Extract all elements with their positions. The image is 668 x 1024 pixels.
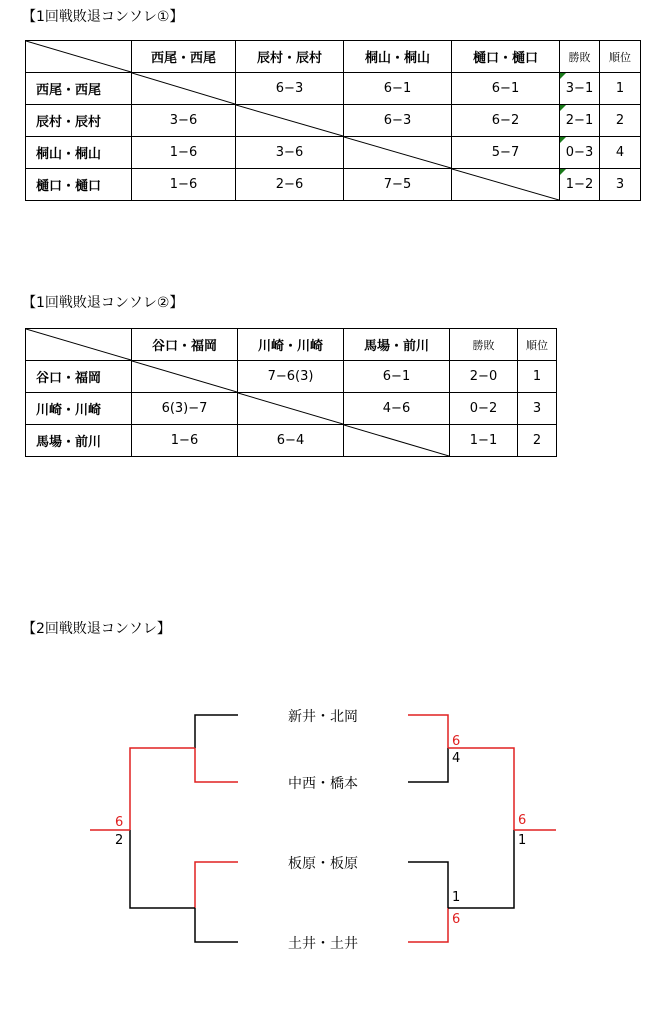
score-cell: 6−4 [238,425,344,457]
column-header-record: 勝敗 [560,41,600,73]
rank-cell: 2 [600,105,641,137]
rank-cell: 2 [518,425,557,457]
comment-marker-icon [560,105,566,111]
row-name: 谷口・福岡 [26,361,132,393]
table-header-row [26,41,641,73]
rank-cell: 3 [518,393,557,425]
record-cell: 2−0 [450,361,518,393]
bracket-score: 6 [115,815,124,830]
row-name: 樋口・樋口 [26,169,132,201]
score-cell: 6−2 [452,105,560,137]
bracket-score: 4 [452,751,461,766]
score-cell: 6−1 [344,361,450,393]
diagonal-line [132,361,237,392]
score-cell: 6−3 [236,73,344,105]
record-cell: 1−1 [450,425,518,457]
self-match-cell [344,137,452,169]
column-header: 桐山・桐山 [344,41,452,73]
column-header: 辰村・辰村 [236,41,344,73]
column-header-rank: 順位 [518,329,557,361]
record-cell: 0−2 [450,393,518,425]
bracket-score: 6 [452,734,461,749]
record-cell: 1−2 [560,169,600,201]
self-match-cell [132,73,236,105]
row-name: 桐山・桐山 [26,137,132,169]
section3-title: 【2回戦敗退コンソレ】 [22,621,171,637]
section1-title: 【1回戦敗退コンソレ①】 [22,9,184,25]
bracket-player: 中西・橋本 [288,776,358,792]
score-cell: 6−1 [344,73,452,105]
score-cell: 6(3)−7 [132,393,238,425]
table-row [26,425,557,457]
self-match-cell [132,361,238,393]
score-cell: 3−6 [132,105,236,137]
column-header: 谷口・福岡 [132,329,238,361]
bracket-score: 6 [518,813,527,828]
table-row [26,169,641,201]
column-header: 馬場・前川 [344,329,450,361]
row-name: 馬場・前川 [26,425,132,457]
score-cell: 6−1 [452,73,560,105]
column-header-rank: 順位 [600,41,641,73]
row-name: 西尾・西尾 [26,73,132,105]
score-cell: 6−3 [344,105,452,137]
table-row [26,73,641,105]
bracket-score: 1 [518,833,527,848]
corner-cell [26,329,132,361]
diagonal-line [344,425,449,456]
score-cell: 2−6 [236,169,344,201]
column-header: 川崎・川崎 [238,329,344,361]
score-cell: 4−6 [344,393,450,425]
score-cell: 7−6(3) [238,361,344,393]
rank-cell: 1 [518,361,557,393]
score-cell: 1−6 [132,137,236,169]
bracket-diagram [0,690,668,980]
bracket-player: 土井・土井 [288,936,358,952]
score-cell: 3−6 [236,137,344,169]
table-header-row [26,329,557,361]
rank-cell: 1 [600,73,641,105]
column-header: 樋口・樋口 [452,41,560,73]
record-cell: 0−3 [560,137,600,169]
comment-marker-icon [560,169,566,175]
diagonal-line [238,393,343,424]
row-name: 辰村・辰村 [26,105,132,137]
record-cell: 3−1 [560,73,600,105]
self-match-cell [452,169,560,201]
diagonal-line [236,105,343,136]
score-cell: 7−5 [344,169,452,201]
round-robin-table-2 [25,328,557,457]
diagonal-line [344,137,451,168]
round-robin-table-1 [25,40,641,201]
comment-marker-icon [560,73,566,79]
diagonal-line [452,169,559,200]
comment-marker-icon [560,137,566,143]
self-match-cell [238,393,344,425]
score-cell: 5−7 [452,137,560,169]
column-header-record: 勝敗 [450,329,518,361]
rank-cell: 3 [600,169,641,201]
diagonal-line [132,73,235,104]
rank-cell: 4 [600,137,641,169]
record-cell: 2−1 [560,105,600,137]
bracket-score: 6 [452,912,461,927]
self-match-cell [344,425,450,457]
corner-cell [26,41,132,73]
table-row [26,137,641,169]
column-header: 西尾・西尾 [132,41,236,73]
bracket-score: 2 [115,833,124,848]
table-row [26,361,557,393]
score-cell: 1−6 [132,425,238,457]
row-name: 川崎・川崎 [26,393,132,425]
left-bracket [90,715,238,942]
table-row [26,393,557,425]
bracket-player: 板原・板原 [288,856,358,872]
table-row [26,105,641,137]
bracket-score: 1 [452,890,461,905]
score-cell: 1−6 [132,169,236,201]
right-bracket [408,715,556,942]
bracket-player: 新井・北岡 [288,709,358,725]
self-match-cell [236,105,344,137]
section2-title: 【1回戦敗退コンソレ②】 [22,295,184,311]
